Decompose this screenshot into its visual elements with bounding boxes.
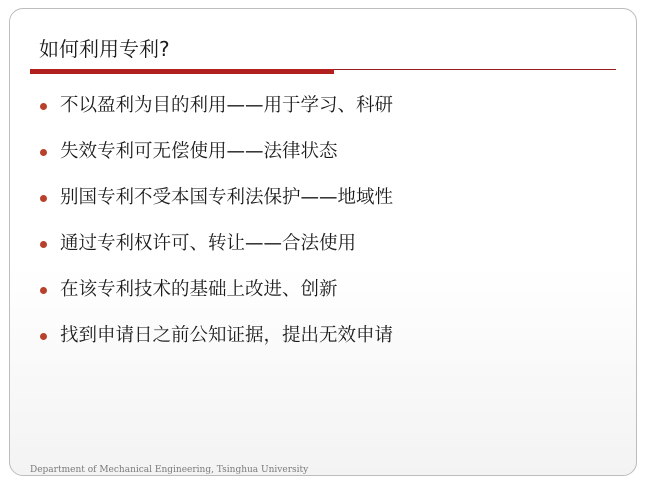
bullet-item [38, 140, 393, 164]
bullet-item [38, 94, 393, 118]
slide-title: 如何利用专利? [39, 37, 170, 61]
bullet-dot-icon [40, 195, 47, 202]
bullet-text: 通过专利权许可、转让——合法使用 [60, 233, 357, 254]
bullet-text: 不以盈利为目的利用——用于学习、科研 [60, 95, 394, 116]
bullet-text: 别国专利不受本国专利法保护——地域性 [60, 187, 394, 208]
bullet-item [38, 278, 393, 302]
bullet-dot-icon [40, 149, 47, 156]
title-accent-bar [30, 69, 334, 74]
bullet-text: 找到申请日之前公知证据，提出无效申请 [60, 325, 394, 346]
bullet-item [38, 186, 393, 210]
bullet-list [38, 94, 393, 370]
bullet-item [38, 324, 393, 348]
bullet-text: 失效专利可无偿使用——法律状态 [60, 141, 338, 162]
bullet-dot-icon [40, 333, 47, 340]
bullet-text: 在该专利技术的基础上改进、创新 [60, 279, 338, 300]
bullet-dot-icon [40, 103, 47, 110]
bullet-item [38, 232, 393, 256]
bullet-dot-icon [40, 241, 47, 248]
slide-footer: Department of Mechanical Engineering, Tsinghua University [30, 465, 309, 475]
bullet-dot-icon [40, 287, 47, 294]
